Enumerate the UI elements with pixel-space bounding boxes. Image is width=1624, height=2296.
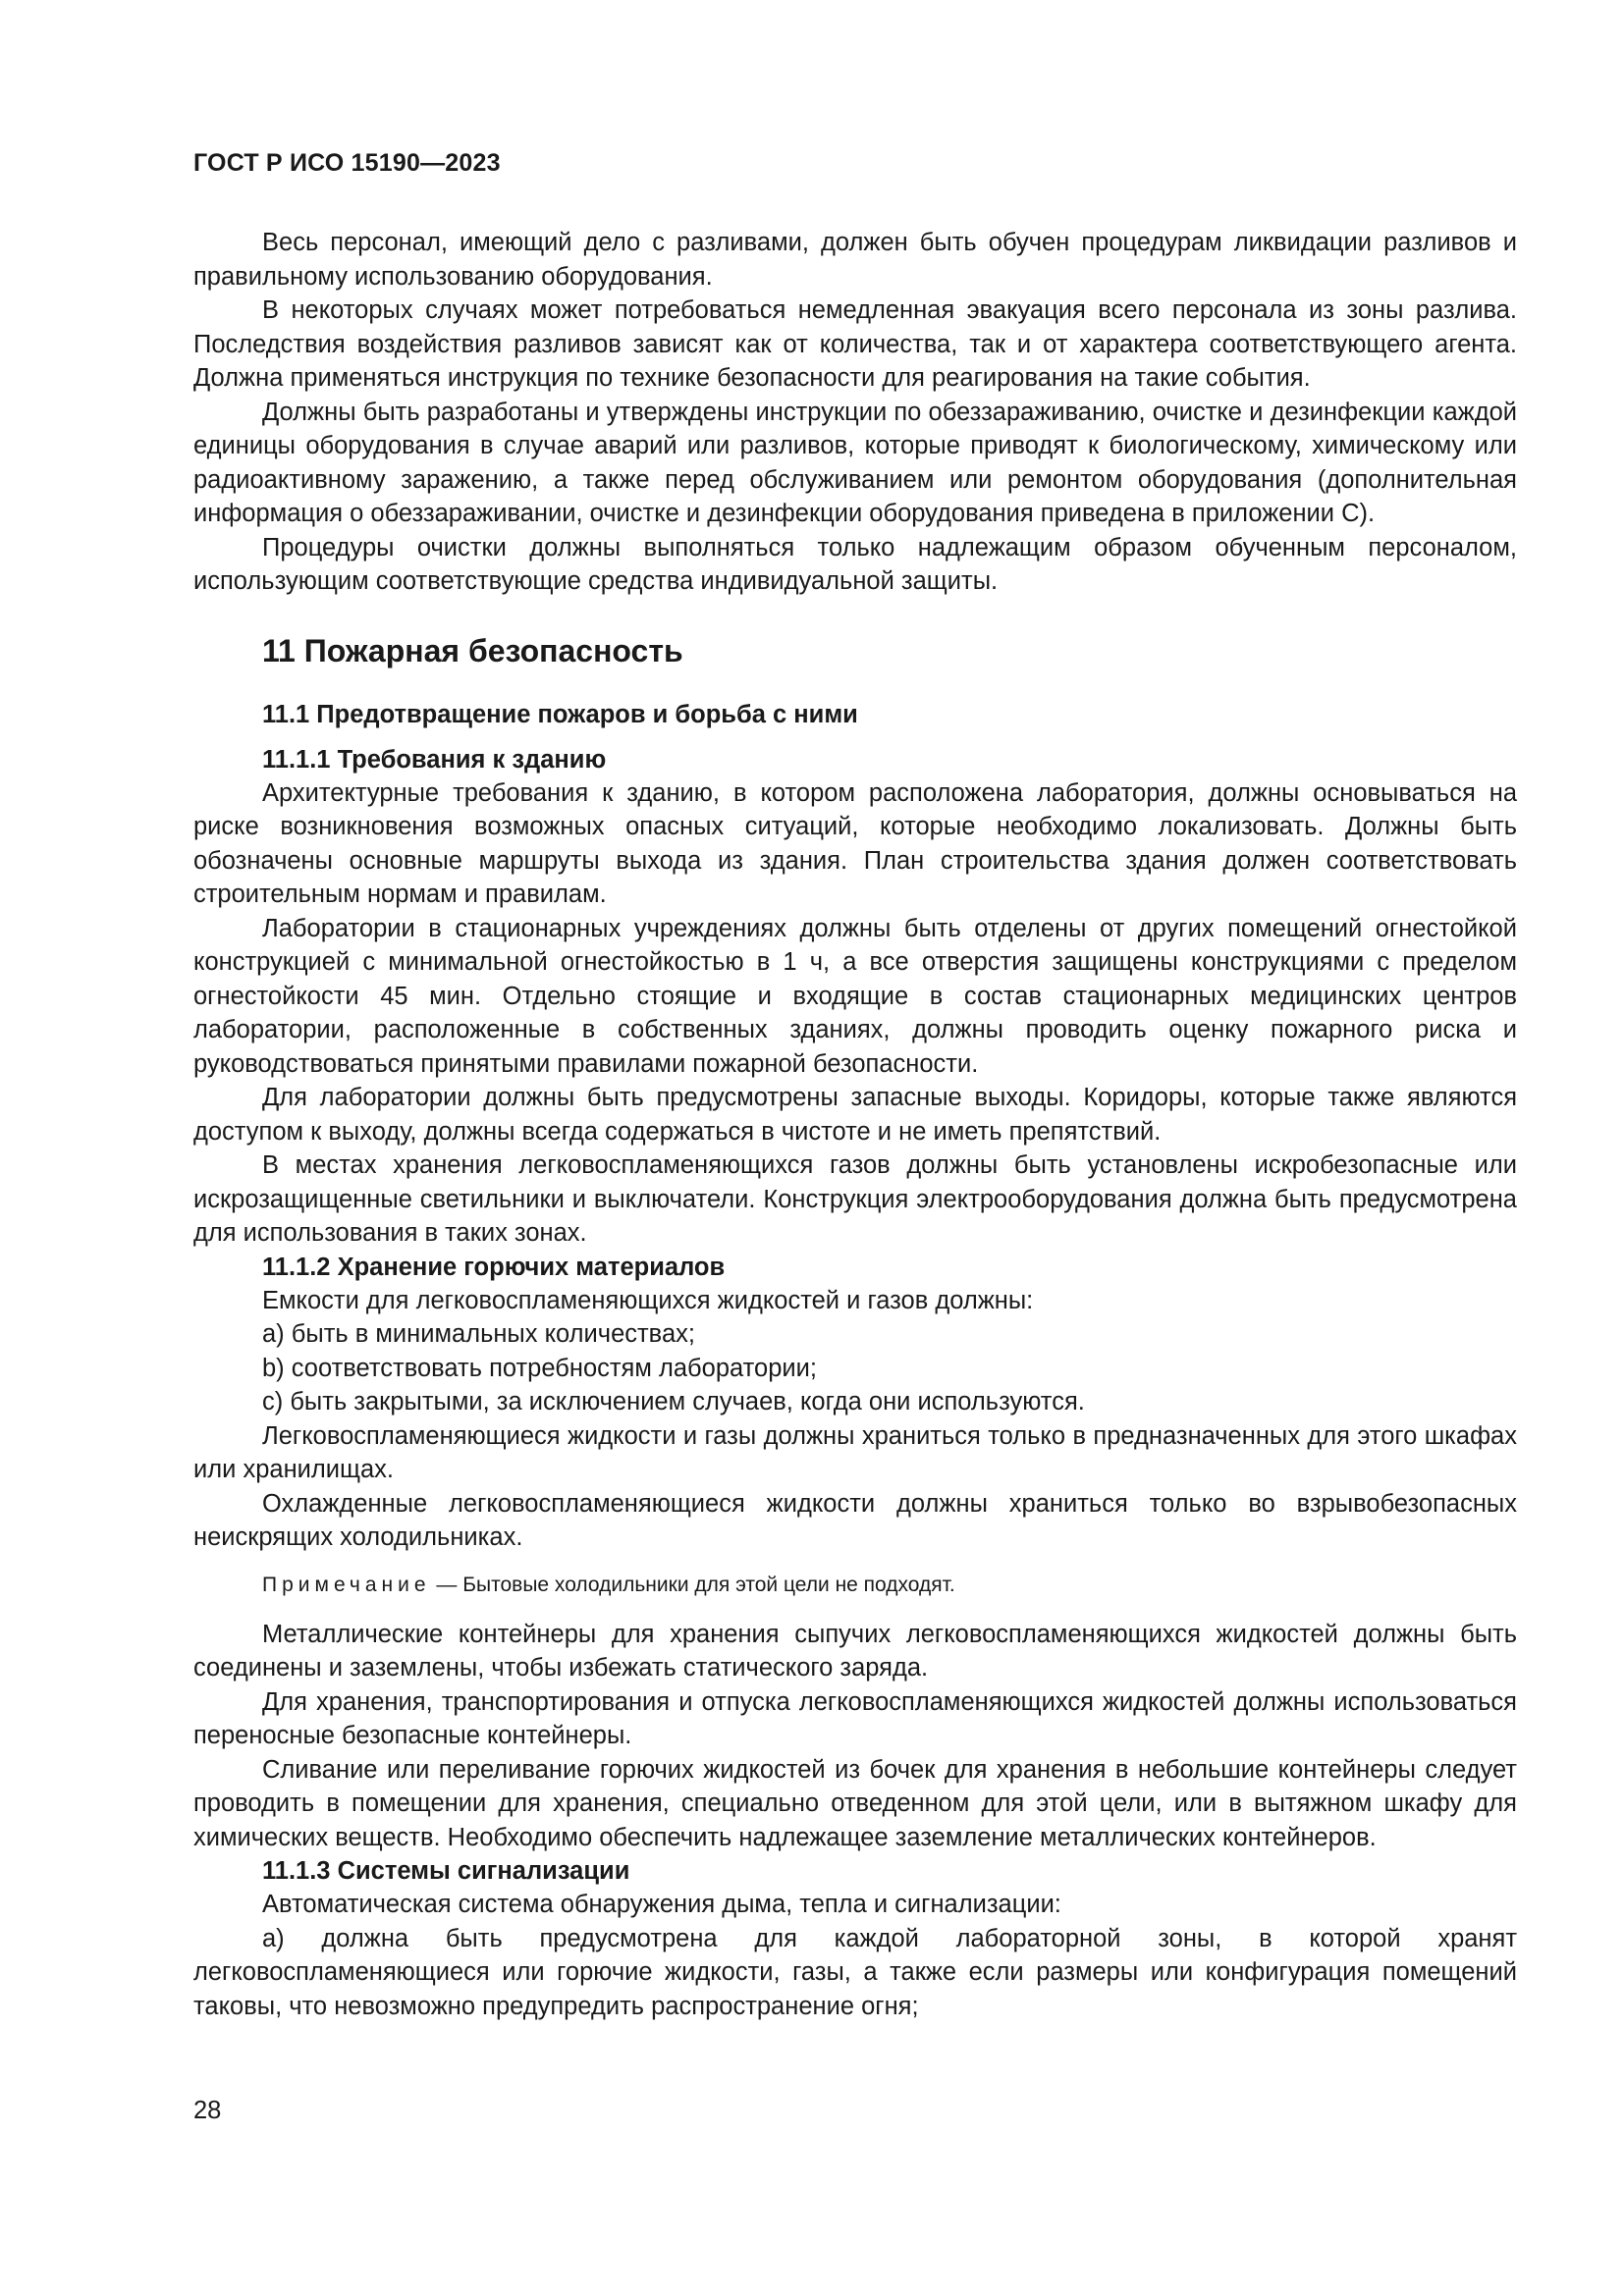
document-header: ГОСТ Р ИСО 15190—2023 [193, 149, 501, 177]
paragraph: Емкости для легковоспламеняющихся жидкостей и газов должны: [262, 1286, 1034, 1314]
section-heading-11-1-2: 11.1.2 Хранение горючих материалов [262, 1253, 726, 1281]
paragraph: Металлические контейнеры для хранения сыпучих легковоспламеняющихся жидкостей должны быть соединены и заземлены, чтобы избежать статического заряда. [193, 1620, 1517, 1682]
page-number: 28 [193, 2097, 222, 2124]
paragraph: Архитектурные требования к зданию, в котором расположена лаборатория, должны основываться на риске возникновения возможных опасных ситуаций, которые необходимо локализовать. Должны быть обозначены основные маршруты выхода из здания. План строительства здания должен соответствовать строительным нормам и правилам. [193, 778, 1517, 908]
list-item: a) должна быть предусмотрена для каждой лабораторной зоны, в которой хранят легковоспламеняющиеся или горючие жидкости, газы, а также если размеры или конфигурация помещений таковы, что невозможно предупредить распространение огня; [193, 1924, 1517, 2020]
paragraph: Для лаборатории должны быть предусмотрены запасные выходы. Коридоры, которые также являются доступом к выходу, должны всегда содержаться в чистоте и не иметь препятствий. [193, 1084, 1517, 1146]
paragraph: Для хранения, транспортирования и отпуска легковоспламеняющихся жидкостей должны использоваться переносные безопасные контейнеры. [193, 1687, 1517, 1749]
paragraph: Автоматическая система обнаружения дыма, тепла и сигнализации: [262, 1891, 1061, 1918]
paragraph: Процедуры очистки должны выполняться только надлежащим образом обученным персоналом, использующим соответствующие средства индивидуальной защиты. [193, 533, 1517, 595]
section-heading-11-1-3: 11.1.3 Системы сигнализации [262, 1857, 630, 1885]
paragraph: Весь персонал, имеющий дело с разливами, должен быть обучен процедурам ликвидации разливов и правильному использованию оборудования. [193, 229, 1517, 291]
note-text: — Бытовые холодильники для этой цели не подходят. [430, 1573, 955, 1596]
paragraph: Должны быть разработаны и утверждены инструкции по обеззараживанию, очистке и дезинфекции каждой единицы оборудования в случае аварий или разливов, которые приводят к биологическому, химическому или радиоактивному заражению, а также перед обслуживанием или ремонтом оборудования (дополнительная информация о обеззараживании, очистке и дезинфекции оборудования приведена в приложении С). [193, 398, 1517, 527]
section-heading-11: 11 Пожарная безопасность [262, 632, 683, 668]
paragraph: Сливание или переливание горючих жидкостей из бочек для хранения в небольшие контейнеры следует проводить в помещении для хранения, специально отведенном для этой цели, или в вытяжном шкафу для химических веществ. Необходимо обеспечить надлежащее заземление металлических контейнеров. [193, 1755, 1517, 1851]
paragraph: Легковоспламеняющиеся жидкости и газы должны храниться только в предназначенных для этого шкафах или хранилищах. [193, 1421, 1517, 1483]
list-item: c) быть закрытыми, за исключением случаев, когда они используются. [262, 1388, 1085, 1415]
paragraph: В местах хранения легковоспламеняющихся газов должны быть установлены искробезопасные или искрозащищенные светильники и выключатели. Конструкция электрооборудования должна быть предусмотрена для использования в таких зонах. [193, 1151, 1517, 1247]
list-item: b) соответствовать потребностям лаборатории; [262, 1354, 817, 1382]
note [262, 1571, 1517, 1600]
list-item: a) быть в минимальных количествах; [262, 1320, 695, 1348]
section-heading-11-1-1: 11.1.1 Требования к зданию [262, 745, 607, 774]
document-body [193, 226, 1517, 2023]
paragraph: В некоторых случаях может потребоваться немедленная эвакуация всего персонала из зоны разлива. Последствия воздействия разливов зависят как от количества, так и от характера соответствующего агента. Должна применяться инструкция по технике безопасности для реагирования на такие события. [193, 296, 1517, 392]
section-heading-11-1: 11.1 Предотвращение пожаров и борьба с ними [262, 700, 858, 728]
note-label: Примечание [262, 1573, 431, 1596]
paragraph: Охлажденные легковоспламеняющиеся жидкости должны храниться только во взрывобезопасных неискрящих холодильниках. [193, 1489, 1517, 1551]
paragraph: Лаборатории в стационарных учреждениях должны быть отделены от других помещений огнестойкой конструкцией с минимальной огнестойкостью в 1 ч, а все отверстия защищены конструкциями с пределом огнестойкости 45 мин. Отдельно стоящие и входящие в состав стационарных медицинских центров лаборатории, расположенные в собственных зданиях, должны проводить оценку пожарного риска и руководствоваться принятыми правилами пожарной безопасности. [193, 914, 1517, 1078]
